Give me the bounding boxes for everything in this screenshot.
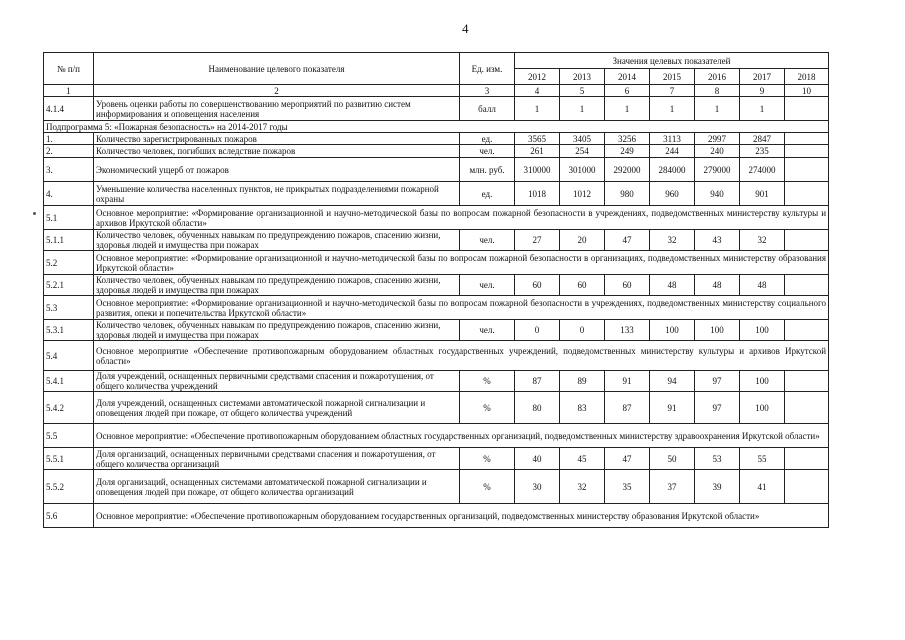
indicator-row [44,392,829,424]
indicator-value: 3405 [560,133,605,145]
subprogram-row [44,121,829,133]
indicator-value: 0 [560,320,605,341]
indicator-value: 80 [515,392,560,424]
measure-description: Основное мероприятие «Обеспечение противопожарным оборудованием областных государственных учреждений, подведомственных министерству культуры и архивов Иркутской области» [94,341,829,371]
indicator-unit: млн. руб. [460,158,515,182]
indicator-name: Доля организаций, оснащенных первичными средствами спасения и пожаротушения, от общего количества организаций [94,448,460,470]
header-unit: Ед. изм. [460,53,515,85]
indicator-value: 47 [605,230,650,251]
header-column-number: 8 [695,85,740,97]
header-num: № п/п [44,53,94,85]
header-year: 2017 [740,69,785,85]
indicator-value: 60 [560,275,605,296]
indicator-value: 244 [650,145,695,158]
indicator-value: 301000 [560,158,605,182]
measure-description: Основное мероприятие: «Обеспечение противопожарным оборудованием государственных организаций, подведомственных министерству образования Иркутской области» [94,504,829,528]
row-number: 5.5 [44,424,94,448]
indicator-value: 292000 [605,158,650,182]
row-number: 5.1 [44,206,94,230]
indicator-value: 1 [515,97,560,121]
indicator-value: 3565 [515,133,560,145]
row-number: 5.3.1 [44,320,94,341]
indicator-value [785,182,829,206]
measure-row [44,504,829,528]
indicator-value: 43 [695,230,740,251]
indicator-value [785,275,829,296]
measure-description: Основное мероприятие: «Обеспечение противопожарным оборудованием областных государственных организаций, подведомственных министерству здравоохранения Иркутской области» [94,424,829,448]
subprogram-title: Подпрограмма 5: «Пожарная безопасность» на 2014-2017 годы [44,121,829,133]
indicator-value: 901 [740,182,785,206]
indicator-value: 39 [695,470,740,504]
indicator-value: 0 [515,320,560,341]
row-number: 5.5.1 [44,448,94,470]
indicator-value: 91 [650,392,695,424]
row-number: 5.4.1 [44,371,94,392]
indicator-name: Доля учреждений, оснащенных системами автоматической пожарной сигнализации и оповещения людей при пожаре, от общего количества учреждений [94,392,460,424]
indicator-unit: чел. [460,320,515,341]
indicator-value: 55 [740,448,785,470]
measure-description: Основное мероприятие: «Формирование организационной и научно-методической базы по вопросам пожарной безопасности в учреждениях, подведомственных министерству социального развития, опеки и попечительства Иркутской области» [94,296,829,320]
header-column-number: 9 [740,85,785,97]
indicator-value: 87 [515,371,560,392]
indicator-value: 50 [650,448,695,470]
indicator-unit: % [460,448,515,470]
indicator-row [44,470,829,504]
indicator-unit: ед. [460,182,515,206]
indicator-row [44,158,829,182]
header-column-number: 4 [515,85,560,97]
indicator-value: 1 [695,97,740,121]
scan-speck [33,212,36,215]
measure-row [44,206,829,230]
header-year: 2014 [605,69,650,85]
indicator-value: 89 [560,371,605,392]
indicator-name: Уровень оценки работы по совершенствованию мероприятий по развитию систем информирования и оповещения населения [94,97,460,121]
indicator-value [785,158,829,182]
indicator-value: 83 [560,392,605,424]
header-year: 2015 [650,69,695,85]
indicator-value: 3113 [650,133,695,145]
indicator-value: 30 [515,470,560,504]
indicator-value: 940 [695,182,740,206]
indicator-value: 41 [740,470,785,504]
indicator-unit: чел. [460,230,515,251]
indicator-name: Доля учреждений, оснащенных первичными средствами спасения и пожаротушения, от общего количества учреждений [94,371,460,392]
header-row-1 [44,53,829,69]
indicator-value: 960 [650,182,695,206]
page-number: 4 [462,21,469,36]
indicator-value [785,145,829,158]
indicator-value: 1012 [560,182,605,206]
indicator-name: Количество человек, обученных навыкам по предупреждению пожаров, спасению жизни, здоровья людей и имущества при пожарах [94,230,460,251]
indicator-value: 1 [740,97,785,121]
indicator-value: 1 [650,97,695,121]
indicator-value: 274000 [740,158,785,182]
indicator-value: 47 [605,448,650,470]
indicator-value: 1 [560,97,605,121]
header-values-title: Значения целевых показателей [515,53,829,69]
indicator-row [44,182,829,206]
row-number: 3. [44,158,94,182]
indicator-value: 53 [695,448,740,470]
indicator-value [785,97,829,121]
indicator-value [785,470,829,504]
row-number: 5.4 [44,341,94,371]
indicator-row [44,320,829,341]
indicator-row [44,371,829,392]
indicator-value: 235 [740,145,785,158]
indicator-value: 100 [740,320,785,341]
indicator-unit: чел. [460,145,515,158]
indicator-value: 100 [695,320,740,341]
measure-description: Основное мероприятие: «Формирование организационной и научно-методической базы по вопросам пожарной безопасности в учреждениях, подведомственных министерству культуры и архивов Иркутской области» [94,206,829,230]
indicator-value: 2997 [695,133,740,145]
indicator-value: 249 [605,145,650,158]
header-column-number: 5 [560,85,605,97]
row-number: 5.2 [44,251,94,275]
indicator-row [44,97,829,121]
indicator-name: Доля организаций, оснащенных системами автоматической пожарной сигнализации и оповещения людей при пожаре, от общего количества организаций [94,470,460,504]
row-number: 5.1.1 [44,230,94,251]
indicator-row [44,275,829,296]
indicator-value: 310000 [515,158,560,182]
header-column-number: 7 [650,85,695,97]
header-column-number: 10 [785,85,829,97]
measure-row [44,251,829,275]
indicator-row [44,448,829,470]
indicator-unit: % [460,371,515,392]
row-number: 5.2.1 [44,275,94,296]
indicator-name: Количество человек, обученных навыкам по предупреждению пожаров, спасению жизни, здоровья людей и имущества при пожарах [94,275,460,296]
indicator-value: 35 [605,470,650,504]
header-column-number: 1 [44,85,94,97]
measure-row [44,341,829,371]
header-year: 2012 [515,69,560,85]
indicator-value: 1018 [515,182,560,206]
indicator-value: 40 [515,448,560,470]
row-number: 5.3 [44,296,94,320]
indicator-row [44,145,829,158]
indicator-unit: % [460,470,515,504]
indicator-value: 94 [650,371,695,392]
indicator-value: 261 [515,145,560,158]
indicator-value: 100 [740,371,785,392]
indicator-value: 45 [560,448,605,470]
indicator-value: 254 [560,145,605,158]
indicator-value: 284000 [650,158,695,182]
row-number: 5.4.2 [44,392,94,424]
measure-row [44,296,829,320]
row-number: 2. [44,145,94,158]
indicator-value: 100 [740,392,785,424]
indicator-value: 97 [695,392,740,424]
header-year: 2018 [785,69,829,85]
header-column-number: 3 [460,85,515,97]
indicator-value: 3256 [605,133,650,145]
indicator-row [44,230,829,251]
row-number: 5.5.2 [44,470,94,504]
row-number: 4. [44,182,94,206]
indicator-name: Количество человек, обученных навыкам по предупреждению пожаров, спасению жизни, здоровья людей и имущества при пожарах [94,320,460,341]
indicator-value: 2847 [740,133,785,145]
header-column-numbers-row [44,85,829,97]
row-number: 5.6 [44,504,94,528]
indicator-name: Экономический ущерб от пожаров [94,158,460,182]
indicator-value: 133 [605,320,650,341]
header-column-number: 2 [94,85,460,97]
row-number: 4.1.4 [44,97,94,121]
indicator-value: 240 [695,145,740,158]
indicator-unit: % [460,392,515,424]
indicator-row [44,133,829,145]
header-year: 2013 [560,69,605,85]
indicator-value: 60 [515,275,560,296]
indicator-value [785,392,829,424]
indicator-value: 32 [560,470,605,504]
indicator-value: 87 [605,392,650,424]
indicator-value [785,320,829,341]
indicator-value: 48 [650,275,695,296]
indicator-value: 48 [740,275,785,296]
indicator-value: 1 [605,97,650,121]
indicator-value: 60 [605,275,650,296]
measure-description: Основное мероприятие: «Формирование организационной и научно-методической базы по вопросам пожарной безопасности в организациях, подведомственных министерству образования Иркутской области» [94,251,829,275]
indicator-unit: ед. [460,133,515,145]
indicator-unit: чел. [460,275,515,296]
header-name: Наименование целевого показателя [94,53,460,85]
indicator-value: 48 [695,275,740,296]
indicator-name: Количество зарегистрированных пожаров [94,133,460,145]
row-number: 1. [44,133,94,145]
indicator-value: 91 [605,371,650,392]
indicator-value: 32 [740,230,785,251]
indicator-value: 279000 [695,158,740,182]
indicator-value: 20 [560,230,605,251]
indicator-name: Уменьшение количества населенных пунктов, не прикрытых подразделениями пожарной охраны [94,182,460,206]
indicator-value: 97 [695,371,740,392]
indicator-name: Количество человек, погибших вследствие пожаров [94,145,460,158]
measure-row [44,424,829,448]
target-indicators-table [43,52,829,528]
indicator-value [785,133,829,145]
header-year: 2016 [695,69,740,85]
indicator-value: 980 [605,182,650,206]
indicator-unit: балл [460,97,515,121]
indicator-value: 100 [650,320,695,341]
indicator-value: 32 [650,230,695,251]
indicator-value [785,371,829,392]
header-column-number: 6 [605,85,650,97]
indicator-value [785,230,829,251]
indicator-value: 27 [515,230,560,251]
indicator-value: 37 [650,470,695,504]
indicator-value [785,448,829,470]
